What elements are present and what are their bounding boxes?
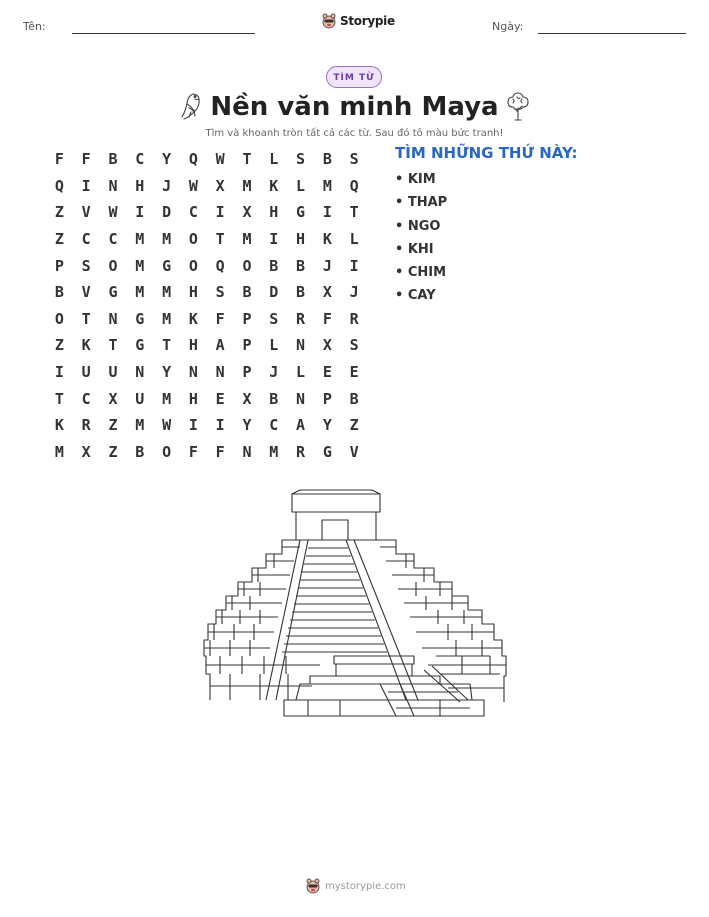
grid-letter: M <box>135 230 145 249</box>
word-list <box>395 171 447 311</box>
grid-letter: L <box>269 150 279 169</box>
grid-letter: C <box>81 230 91 249</box>
grid-letter: T <box>242 150 252 169</box>
grid-letter: B <box>296 283 306 302</box>
grid-letter: B <box>242 283 252 302</box>
grid-letter: G <box>296 203 306 222</box>
grid-letter: W <box>162 416 172 435</box>
grid-letter: R <box>349 309 359 328</box>
grid-letter: B <box>269 256 279 275</box>
tree-icon <box>504 90 532 122</box>
name-label: Tên: <box>23 20 46 33</box>
grid-letter: M <box>162 309 172 328</box>
grid-letter: B <box>349 389 359 408</box>
grid-letter: T <box>162 336 172 355</box>
grid-letter: O <box>54 309 64 328</box>
grid-letter: P <box>54 256 64 275</box>
grid-letter: X <box>215 176 225 195</box>
grid-letter: H <box>188 283 198 302</box>
grid-letter: M <box>162 389 172 408</box>
grid-letter: D <box>162 203 172 222</box>
grid-letter: T <box>81 309 91 328</box>
grid-letter: I <box>81 176 91 195</box>
grid-letter: O <box>188 256 198 275</box>
grid-letter: F <box>215 309 225 328</box>
grid-letter: Q <box>188 150 198 169</box>
grid-letter: S <box>81 256 91 275</box>
grid-letter: U <box>108 363 118 382</box>
name-line <box>72 33 255 34</box>
grid-letter: K <box>81 336 91 355</box>
grid-letter: J <box>162 176 172 195</box>
grid-letter: I <box>188 416 198 435</box>
grid-letter: M <box>135 416 145 435</box>
grid-letter: M <box>162 230 172 249</box>
grid-letter: H <box>269 203 279 222</box>
grid-letter: Q <box>215 256 225 275</box>
grid-letter: M <box>322 176 332 195</box>
grid-letter: V <box>349 442 359 461</box>
brand-name: Storypie <box>340 14 395 28</box>
grid-letter: Y <box>242 416 252 435</box>
grid-letter: X <box>242 203 252 222</box>
grid-letter: P <box>242 309 252 328</box>
grid-letter: M <box>54 442 64 461</box>
grid-letter: Q <box>54 176 64 195</box>
grid-letter: S <box>296 150 306 169</box>
grid-letter: L <box>296 363 306 382</box>
page-title: Nền văn minh Maya <box>210 92 499 122</box>
grid-letter: I <box>269 230 279 249</box>
grid-letter: K <box>188 309 198 328</box>
grid-letter: G <box>135 336 145 355</box>
grid-letter: M <box>242 176 252 195</box>
grid-letter: M <box>269 442 279 461</box>
grid-letter: C <box>188 203 198 222</box>
grid-letter: N <box>188 363 198 382</box>
grid-letter: G <box>162 256 172 275</box>
grid-letter: I <box>54 363 64 382</box>
grid-letter: F <box>54 150 64 169</box>
grid-letter: B <box>322 150 332 169</box>
word-item: • CAY <box>395 288 436 304</box>
grid-letter: N <box>296 389 306 408</box>
grid-letter: T <box>54 389 64 408</box>
grid-letter: Y <box>162 363 172 382</box>
grid-letter: L <box>296 176 306 195</box>
grid-letter: M <box>135 283 145 302</box>
grid-letter: F <box>322 309 332 328</box>
grid-letter: Q <box>349 176 359 195</box>
grid-letter: N <box>215 363 225 382</box>
grid-letter: C <box>81 389 91 408</box>
grid-letter: T <box>349 203 359 222</box>
grid-letter: M <box>135 256 145 275</box>
grid-letter: I <box>135 203 145 222</box>
grid-letter: C <box>135 150 145 169</box>
grid-letter: A <box>296 416 306 435</box>
grid-letter: C <box>108 230 118 249</box>
grid-letter: E <box>349 363 359 382</box>
grid-letter: O <box>162 442 172 461</box>
grid-letter: E <box>322 363 332 382</box>
grid-letter: I <box>215 416 225 435</box>
grid-letter: L <box>349 230 359 249</box>
grid-letter: P <box>242 363 252 382</box>
grid-letter: X <box>322 336 332 355</box>
grid-letter: J <box>322 256 332 275</box>
grid-letter: B <box>108 150 118 169</box>
category-badge: TÌM TỪ <box>326 66 382 88</box>
grid-letter: M <box>162 283 172 302</box>
grid-letter: Z <box>54 230 64 249</box>
maya-pyramid-illustration <box>200 488 510 720</box>
grid-letter: Z <box>54 336 64 355</box>
date-label: Ngày: <box>492 20 524 33</box>
word-list-title: TÌM NHỮNG THỨ NÀY: <box>395 144 578 162</box>
grid-letter: L <box>269 336 279 355</box>
word-item: • KHI <box>395 241 434 257</box>
grid-letter: N <box>108 176 118 195</box>
grid-letter: B <box>135 442 145 461</box>
grid-letter: J <box>269 363 279 382</box>
grid-letter: N <box>296 336 306 355</box>
grid-letter: H <box>296 230 306 249</box>
grid-letter: S <box>215 283 225 302</box>
grid-letter: Y <box>162 150 172 169</box>
word-item: • THAP <box>395 195 448 211</box>
grid-letter: J <box>349 283 359 302</box>
grid-letter: O <box>108 256 118 275</box>
grid-letter: Z <box>54 203 64 222</box>
date-line <box>538 33 686 34</box>
word-item: • KIM <box>395 172 436 187</box>
grid-letter: F <box>188 442 198 461</box>
grid-letter: I <box>349 256 359 275</box>
grid-letter: K <box>54 416 64 435</box>
grid-letter: X <box>242 389 252 408</box>
grid-letter: K <box>269 176 279 195</box>
grid-letter: H <box>188 389 198 408</box>
grid-letter: X <box>322 283 332 302</box>
grid-letter: B <box>296 256 306 275</box>
grid-letter: C <box>269 416 279 435</box>
grid-letter: H <box>135 176 145 195</box>
grid-letter: N <box>242 442 252 461</box>
grid-letter: G <box>322 442 332 461</box>
word-search-grid <box>46 146 368 465</box>
grid-letter: P <box>242 336 252 355</box>
grid-letter: V <box>81 283 91 302</box>
grid-letter: I <box>215 203 225 222</box>
grid-letter: V <box>81 203 91 222</box>
grid-letter: Z <box>108 416 118 435</box>
grid-letter: U <box>135 389 145 408</box>
grid-letter: S <box>349 150 359 169</box>
grid-letter: B <box>54 283 64 302</box>
grid-letter: B <box>269 389 279 408</box>
grid-letter: G <box>108 283 118 302</box>
grid-letter: X <box>108 389 118 408</box>
grid-letter: R <box>296 309 306 328</box>
brand-logo <box>322 13 395 29</box>
grid-letter: W <box>215 150 225 169</box>
word-item: • CHIM <box>395 265 447 281</box>
grid-letter: Z <box>349 416 359 435</box>
instructions: Tìm và khoanh tròn tất cả các từ. Sau đó tô màu bức tranh! <box>205 128 504 139</box>
grid-letter: W <box>108 203 118 222</box>
word-item: • NGO <box>395 218 441 234</box>
grid-letter: X <box>81 442 91 461</box>
storypie-mascot-icon <box>322 13 336 29</box>
grid-letter: D <box>269 283 279 302</box>
grid-letter: F <box>215 442 225 461</box>
grid-letter: I <box>322 203 332 222</box>
grid-letter: O <box>188 230 198 249</box>
footer-url: mystorypie.com <box>325 880 406 892</box>
grid-letter: H <box>188 336 198 355</box>
footer <box>306 878 406 894</box>
storypie-mascot-icon <box>306 878 320 894</box>
grid-letter: E <box>215 389 225 408</box>
grid-letter: Y <box>322 416 332 435</box>
grid-letter: U <box>81 363 91 382</box>
grid-letter: P <box>322 389 332 408</box>
grid-letter: G <box>135 309 145 328</box>
grid-letter: N <box>108 309 118 328</box>
grid-letter: Z <box>108 442 118 461</box>
grid-letter: S <box>349 336 359 355</box>
grid-letter: M <box>242 230 252 249</box>
grid-letter: F <box>81 150 91 169</box>
grid-letter: A <box>215 336 225 355</box>
grid-letter: O <box>242 256 252 275</box>
grid-letter: N <box>135 363 145 382</box>
grid-letter: K <box>322 230 332 249</box>
grid-letter: T <box>215 230 225 249</box>
grid-letter: R <box>81 416 91 435</box>
grid-letter: W <box>188 176 198 195</box>
grid-letter: R <box>296 442 306 461</box>
grid-letter: T <box>108 336 118 355</box>
grid-letter: S <box>269 309 279 328</box>
